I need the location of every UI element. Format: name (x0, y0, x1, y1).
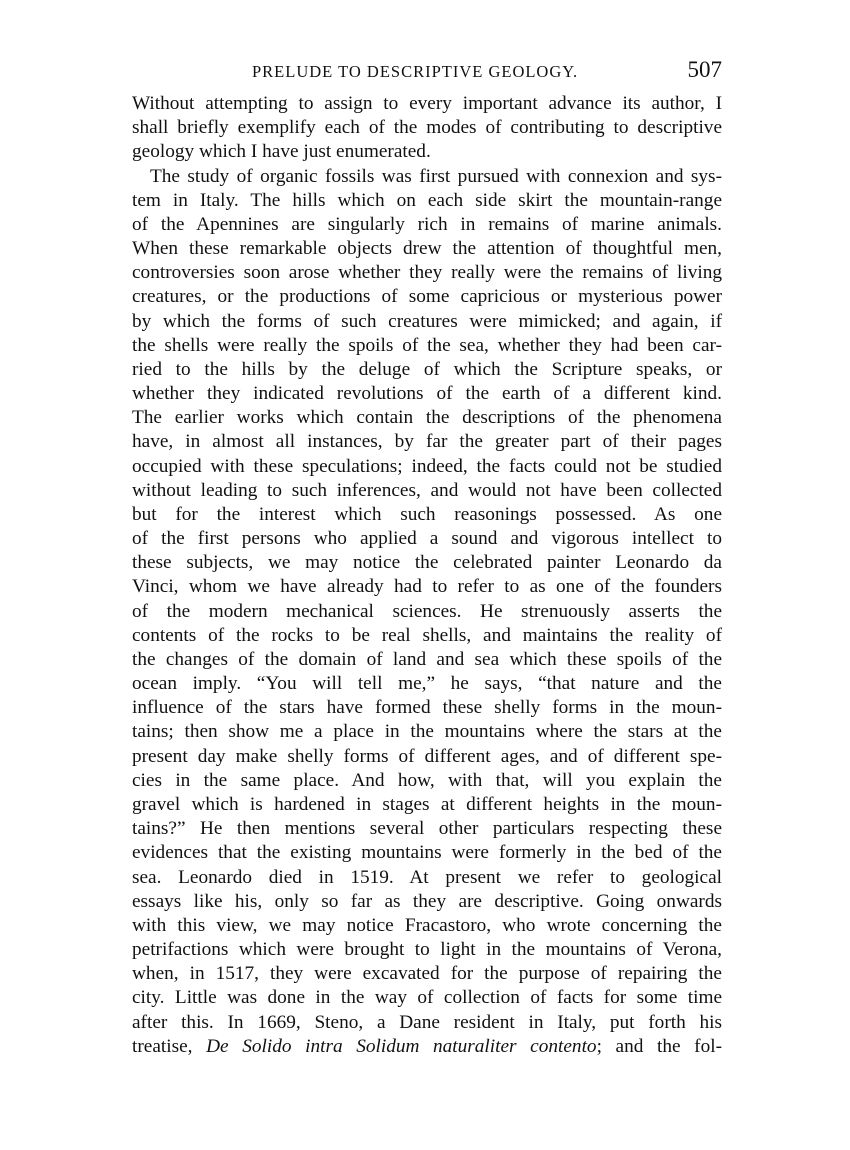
text-line: with this view, we may notice Fracastoro, who wrote concerning the (132, 914, 722, 936)
text-line: controversies soon arose whether they really were the remains of living (132, 262, 722, 284)
text-line: essays like his, only so far as they are descriptive. Going onwards (132, 890, 722, 912)
text-line: creatures, or the productions of some capricious or mysterious power (132, 286, 722, 308)
text-line: contents of the rocks to be real shells, and maintains the reality of (132, 624, 722, 646)
text-line: these subjects, we may notice the celebrated painter Leonardo da (132, 552, 722, 574)
text-line: of the Apennines are singularly rich in remains of marine animals. (132, 213, 722, 235)
text-line: ried to the hills by the deluge of which the Scripture speaks, or (132, 358, 722, 380)
text-line: by which the forms of such creatures were mimicked; and again, if (132, 310, 722, 332)
treatise-title: De Solido intra Solidum naturaliter contento (206, 1035, 597, 1057)
text-line: of the first persons who applied a sound and vigorous intellect to (132, 528, 722, 550)
text-line: after this. In 1669, Steno, a Dane resident in Italy, put forth his (132, 1011, 722, 1033)
text-line: tem in Italy. The hills which on each side skirt the mountain-range (132, 189, 722, 211)
text-line: sea. Leonardo died in 1519. At present we refer to geological (132, 866, 722, 888)
text-line: the changes of the domain of land and sea which these spoils of the (132, 648, 722, 670)
text-line: When these remarkable objects drew the attention of thoughtful men, (132, 238, 722, 260)
text-line: whether they indicated revolutions of the earth of a different kind. (132, 383, 722, 405)
running-head (132, 58, 722, 88)
text-line: petrifactions which were brought to light in the mountains of Verona, (132, 939, 722, 961)
final-line-start: treatise, (132, 1035, 207, 1057)
text-line: evidences that the existing mountains were formerly in the bed of the (132, 842, 722, 864)
text-line: The study of organic fossils was first pursued with connexion and sys- (150, 165, 722, 187)
text-line: when, in 1517, they were excavated for the purpose of repairing the (132, 963, 722, 985)
text-line: have, in almost all instances, by far the greater part of their pages (132, 431, 722, 453)
running-title: PRELUDE TO DESCRIPTIVE GEOLOGY. (252, 62, 579, 81)
text-line: occupied with these speculations; indeed, the facts could not be studied (132, 455, 722, 477)
final-line-end: ; and the fol- (596, 1035, 722, 1057)
text-line: city. Little was done in the way of collection of facts for some time (132, 987, 722, 1009)
text-line: Vinci, whom we have already had to refer to as one of the founders (132, 576, 722, 598)
text-line: the shells were really the spoils of the sea, whether they had been car- (132, 334, 722, 356)
text-line: but for the interest which such reasonings possessed. As one (132, 503, 722, 525)
text-line: present day make shelly forms of different ages, and of different spe- (132, 745, 722, 767)
text-line: gravel which is hardened in stages at different heights in the moun- (132, 793, 722, 815)
text-line: tains?” He then mentions several other particulars respecting these (132, 818, 722, 840)
text-line: geology which I have just enumerated. (132, 141, 431, 163)
text-line: without leading to such inferences, and would not have been collected (132, 479, 722, 501)
text-line: Without attempting to assign to every important advance its author, I (132, 93, 722, 114)
text-line: ocean imply. “You will tell me,” he says, “that nature and the (132, 673, 722, 695)
text-line: of the modern mechanical sciences. He strenuously asserts the (132, 600, 722, 622)
text-line: cies in the same place. And how, with that, will you explain the (132, 769, 722, 791)
page-number: 507 (687, 57, 722, 82)
text-line: shall briefly exemplify each of the modes of contributing to descriptive (132, 117, 722, 139)
text-line: influence of the stars have formed these shelly forms in the moun- (132, 697, 722, 719)
text-line: The earlier works which contain the descriptions of the phenomena (132, 407, 722, 429)
body-text (132, 92, 722, 1059)
text-line-final (132, 1035, 722, 1059)
text-line: tains; then show me a place in the mountains where the stars at the (132, 721, 722, 743)
